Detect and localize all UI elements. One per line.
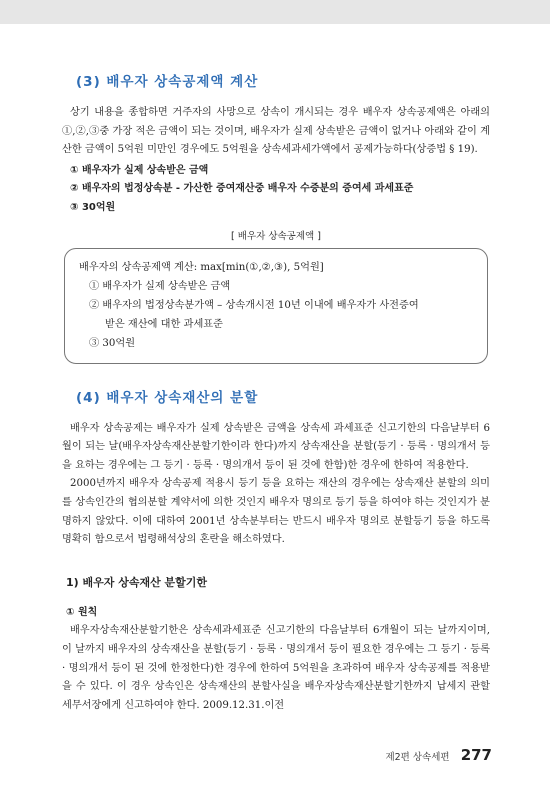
section3-item-list bbox=[70, 162, 490, 218]
section3-item-1: ① 배우자가 실제 상속받은 금액 bbox=[70, 164, 209, 176]
box-item-2: ② 배우자의 법정상속분가액 – 상속개시전 10년 이내에 배우자가 사전증여 bbox=[89, 299, 419, 311]
document-page bbox=[62, 70, 490, 715]
box-item-1: ① 배우자가 실제 상속받은 금액 bbox=[89, 280, 231, 292]
box-item-3: ③ 30억원 bbox=[89, 337, 136, 349]
section3-title: (3) 배우자 상속공제액 계산 bbox=[76, 74, 259, 90]
subsection-heading: 1) 배우자 상속재산 분할기한 bbox=[66, 575, 208, 589]
formula-box bbox=[64, 248, 488, 364]
top-margin-bar bbox=[0, 0, 550, 24]
section4-para2: 2000년까지 배우자 상속공제 적용시 등기 등을 요하는 재산의 경우에는 상속재산 분할의 의미를 상속인간의 협의분할 계약서에 의한 것인지 배우자 명의로 등기 등을 하여야 하는 것인지가 분명하지 않았다. 이에 대하여 2001년 상속분부터는 반드시 배우자 명의로 분할등기 등을 하도록 명확히 함으로서 법령해석상의 혼란을 해소하였다. bbox=[62, 478, 490, 546]
section3-item-2: ② 배우자의 법정상속분 - 가산한 증여재산중 배우자 수증분의 증여세 과세표준 bbox=[70, 183, 414, 195]
section4-title: (4) 배우자 상속재산의 분할 bbox=[76, 389, 259, 406]
footer-chapter: 제2편 상속세편 bbox=[385, 752, 450, 763]
box-item-2-cont: 받은 재산에 대한 과세표준 bbox=[105, 318, 223, 330]
section3-item-3: ③ 30억원 bbox=[70, 201, 116, 213]
page-footer bbox=[372, 745, 492, 764]
section4-para3: 배우자상속재산분할기한은 상속세과세표준 신고기한의 다음날부터 6개월이 되는 날까지이며, 이 날까지 배우자의 상속재산을 분할(등기 · 등록 · 명의개서 등이 필요한 경우에는 그 등기 · 등록 · 명의개서 등이 된 것에 한정한다)한 경우에 한하여 5억원을 초과하여 배우자 상속공제를 적용받을 수 있다. 이 경우 상속인은 상속재산의 분할사실을 배우자상속재산분할기한까지 납세지 관할세무서장에게 신고하여야 한다. 2009.12.31.이전 bbox=[62, 625, 490, 711]
box-title: [ 배우자 상속공제액 ] bbox=[231, 230, 321, 242]
section3-intro: 상기 내용을 종합하면 거주자의 사망으로 상속이 개시되는 경우 배우자 상속공제액은 아래의 ①,②,③중 가장 적은 금액이 되는 것이며, 배우자가 실제 상속받은 금액이 없거나 아래와 같이 계산한 금액이 5억원 미만인 경우에도 5억원을 상속세과세가액에서 공제가능하다(상증법 § 19). bbox=[62, 107, 490, 156]
box-formula: 배우자의 상속공제액 계산: max[min(①,②,③), 5억원] bbox=[79, 261, 324, 273]
section4-para1: 배우자 상속공제는 배우자가 실제 상속받은 금액을 상속세 과세표준 신고기한의 다음날부터 6월이 되는 날(배우자상속재산분할기한이라 한다)까지 상속재산을 분할(등기 · 등록 · 명의개서 등을 요하는 경우에는 그 등기 · 등록 · 명의개서 등이 된 것에 한함)한 경우에 한하여 적용한다. bbox=[62, 422, 490, 471]
page-number: 277 bbox=[460, 746, 492, 764]
minor-heading: ① 원칙 bbox=[66, 606, 98, 618]
